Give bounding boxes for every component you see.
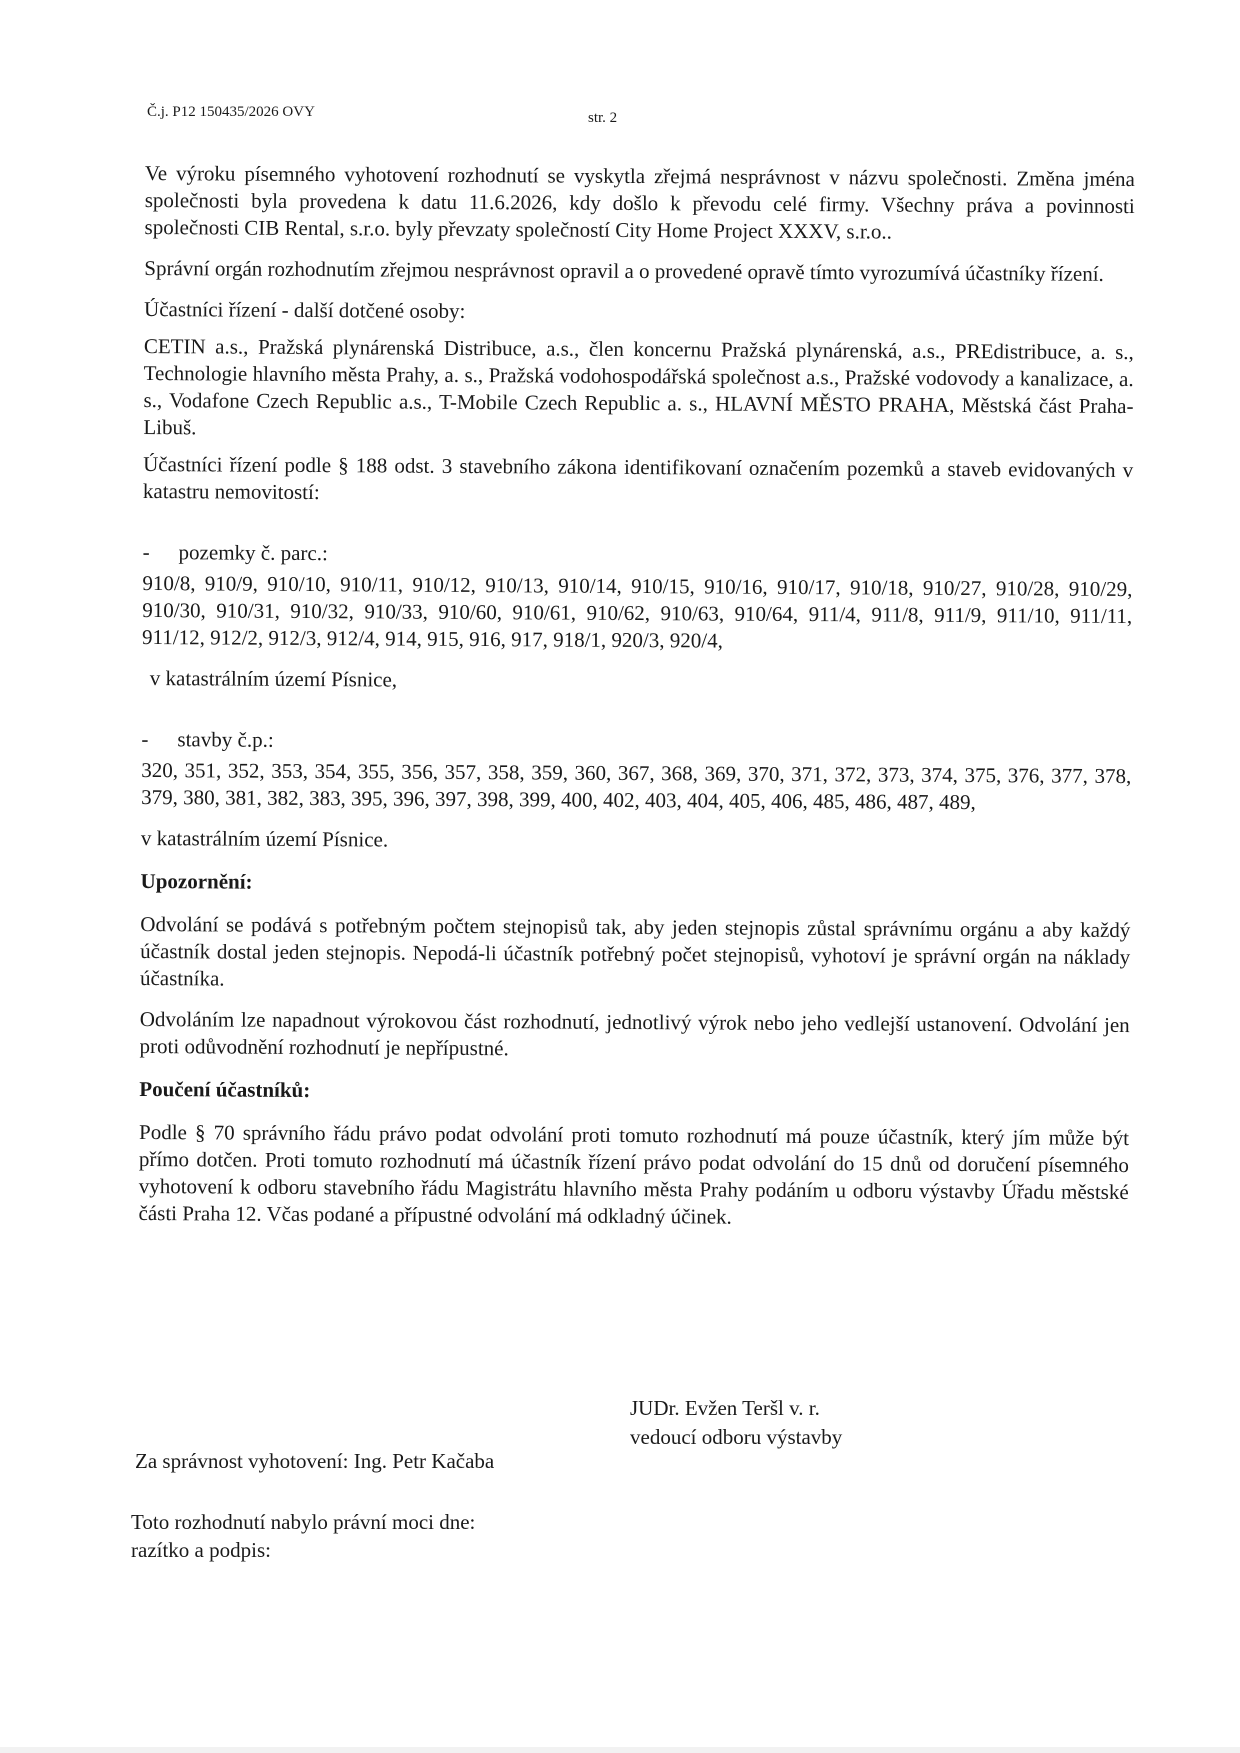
parcels-list: 910/8, 910/9, 910/10, 910/11, 910/12, 910/13, 910/14, 910/15, 910/16, 910/17, 910/18, 910/27, 910/28, 910/29, 910/30, 910/31, 910/32, 910/33, 910/60, 910/61, 910/62, 910/63, 910/64, 911/4, 911/8, 911/9, 911/10, 911/11, 911/12, 912/2, 912/3, 912/4, 914, 915, 916, 917, 918/1, 920/3, 920/4, <box>142 570 1133 653</box>
parcels-dash: - <box>142 539 150 565</box>
parcels-label <box>143 539 1133 572</box>
notification-paragraph: Správní orgán rozhodnutím zřejmou nesprávnost opravil a o provedené opravě tímto vyrozumívá účastníky řízení. <box>144 255 1104 286</box>
instruction-paragraph: Podle § 70 správního řádu právo podat odvolání proti tomuto rozhodnutí má pouze účastník, který jím může být přímo dotčen. Proti tomuto rozhodnutí má účastník řízení právo podat odvolání do 15 dnů od doručení písemného vyhotovení k odboru stavebního řádu Magistrátu hlavního města Prahy podáním u odboru výstavby Úřadu městské části Praha 12. Včas podané a přípustné odvolání má odkladný účinek. <box>138 1119 1130 1229</box>
buildings-label <box>141 726 1131 759</box>
participants-list: CETIN a.s., Pražská plynárenská Distribuce, a.s., člen koncernu Pražská plynárenská, a.s., PREdistribuce, a. s., Technologie hlavního města Prahy, a. s., Pražská vodohospodářská společnost a.s., Pražské vodovody a kanalizace, a. s., Vodafone Czech Republic a.s., T-Mobile Czech Republic a. s., HLAVNÍ MĚSTO PRAHA, Městská část Praha-Libuš. <box>143 333 1134 440</box>
accuracy-statement: Za správnost vyhotovení: Ing. Petr Kačaba <box>135 1449 495 1473</box>
stamp-line: razítko a podpis: <box>131 1538 271 1562</box>
legal-force-line: Toto rozhodnutí nabylo právní moci dne: <box>131 1510 476 1534</box>
buildings-location: v katastrálním území Písnice. <box>140 825 389 852</box>
correction-paragraph: Ve výroku písemného vyhotovení rozhodnutí se vyskytla zřejmá nesprávnost v názvu společnosti. Změna jména společnosti byla provedena k datu 11.6.2026, kdy došlo k převodu celé firmy. Všechny práva a povinnosti společnosti CIB Rental, s.r.o. byly převzaty společností City Home Project XXXV, s.r.o.. <box>144 160 1135 244</box>
buildings-list: 320, 351, 352, 353, 354, 355, 356, 357, 358, 359, 360, 367, 368, 369, 370, 371, 372, 373, 374, 375, 376, 377, 378, 379, 380, 381, 382, 383, 395, 396, 397, 398, 399, 400, 402, 403, 404, 405, 406, 485, 486, 487, 489, <box>141 757 1132 815</box>
notice-paragraph-2: Odvoláním lze napadnout výrokovou část rozhodnutí, jednotlivý výrok nebo jeho vedlejší ustanovení. Odvolání jen proti odůvodnění rozhodnutí je nepřípustné. <box>139 1006 1130 1061</box>
notice-heading: Upozornění: <box>140 868 253 894</box>
signatory-block <box>630 1394 842 1452</box>
parcels-label-text: pozemky č. parc.: <box>178 540 328 566</box>
cadastral-participants-paragraph: Účastníci řízení podle § 188 odst. 3 stavebního zákona identifikovaní označením pozemků a staveb evidovaných v katastru nemovitostí: <box>142 451 1134 505</box>
signatory-name: JUDr. Evžen Teršl v. r. <box>630 1396 820 1420</box>
buildings-dash: - <box>141 726 149 752</box>
notice-paragraph-1: Odvolání se podává s potřebným počtem stejnopisů tak, aby jeden stejnopis zůstal správnímu orgánu a aby každý účastník dostal jeden stejnopis. Nepodá-li účastník potřebný počet stejnopisů, vyhotoví je správní orgán na náklady účastníka. <box>139 911 1131 991</box>
document-body <box>138 160 1135 1247</box>
page-number: str. 2 <box>588 110 618 126</box>
scan-edge <box>0 1747 1240 1753</box>
buildings-label-text: stavby č.p.: <box>177 727 274 752</box>
parcels-location: v katastrálním území Písnice, <box>149 666 398 692</box>
reference-number: Č.j. P12 150435/2026 OVY <box>147 104 315 120</box>
signatory-role: vedoucí odboru výstavby <box>630 1425 843 1449</box>
footer-block <box>131 1508 475 1564</box>
participants-label: Účastníci řízení - další dotčené osoby: <box>144 296 466 323</box>
instruction-heading: Poučení účastníků: <box>139 1076 311 1103</box>
